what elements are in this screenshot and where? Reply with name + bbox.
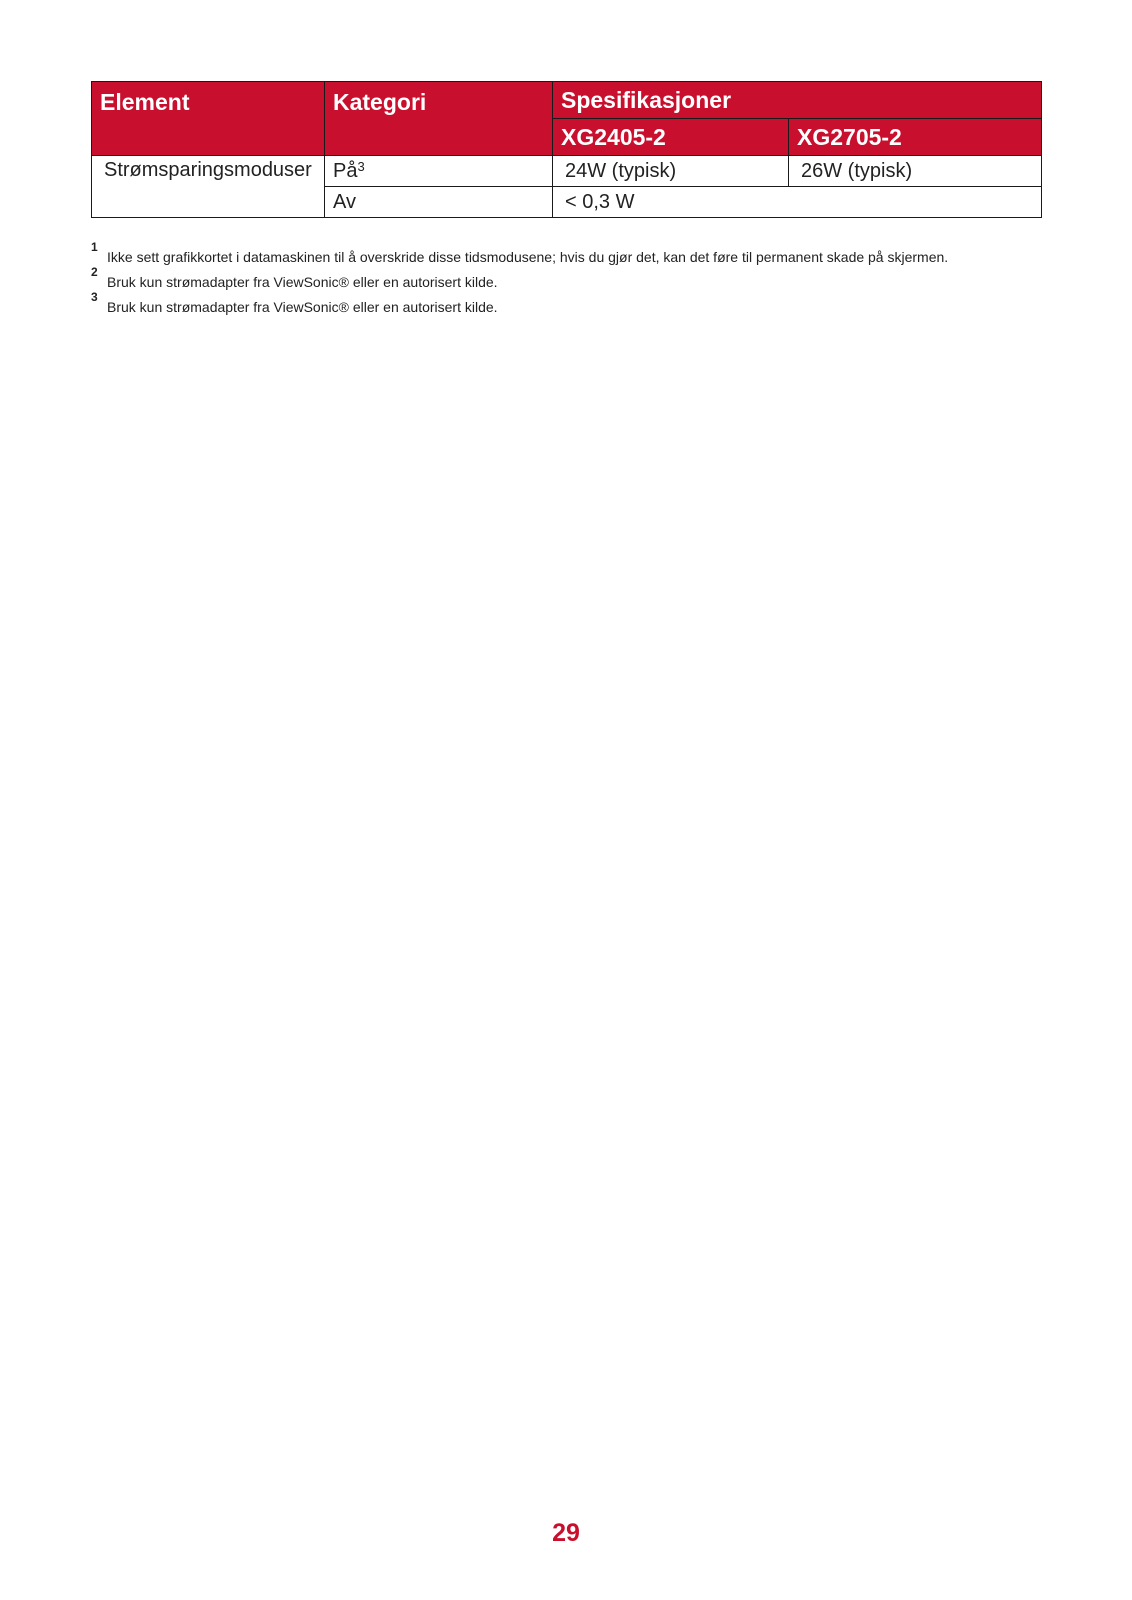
footnotes	[91, 240, 1051, 315]
footnote-text: Ikke sett grafikkortet i datamaskinen til å overskride disse tidsmodusene; hvis du gjør det, kan det føre til permanent skade på skjermen.	[107, 249, 949, 265]
cell-element: Strømsparingsmoduser	[92, 156, 325, 218]
cell-value-combined: < 0,3 W	[553, 187, 1042, 218]
footnote-item	[91, 290, 1051, 315]
header-category: Kategori	[325, 82, 553, 156]
page-number: 29	[552, 1519, 580, 1547]
footnote-number: 2	[91, 265, 98, 279]
cell-value-xg2705: 26W (typisk)	[789, 156, 1042, 187]
cell-category-label: På	[333, 159, 358, 182]
footnote-number: 3	[91, 290, 98, 304]
cell-category	[325, 156, 553, 187]
footnote-text: Bruk kun strømadapter fra ViewSonic® eller en autorisert kilde.	[107, 274, 498, 290]
cell-category: Av	[325, 187, 553, 218]
header-element: Element	[92, 82, 325, 156]
footnote-ref: 3	[357, 158, 365, 174]
header-model-xg2405: XG2405-2	[553, 119, 789, 156]
footnote-item	[91, 265, 1051, 290]
header-specifications: Spesifikasjoner	[553, 82, 1042, 119]
header-model-xg2705: XG2705-2	[789, 119, 1042, 156]
spec-table	[91, 81, 1042, 218]
footnote-text: Bruk kun strømadapter fra ViewSonic® eller en autorisert kilde.	[107, 299, 498, 315]
footnote-number: 1	[91, 240, 98, 254]
cell-value-xg2405: 24W (typisk)	[553, 156, 789, 187]
footnote-item	[91, 240, 1051, 265]
header-row	[92, 82, 1042, 119]
table-row	[92, 156, 1042, 187]
